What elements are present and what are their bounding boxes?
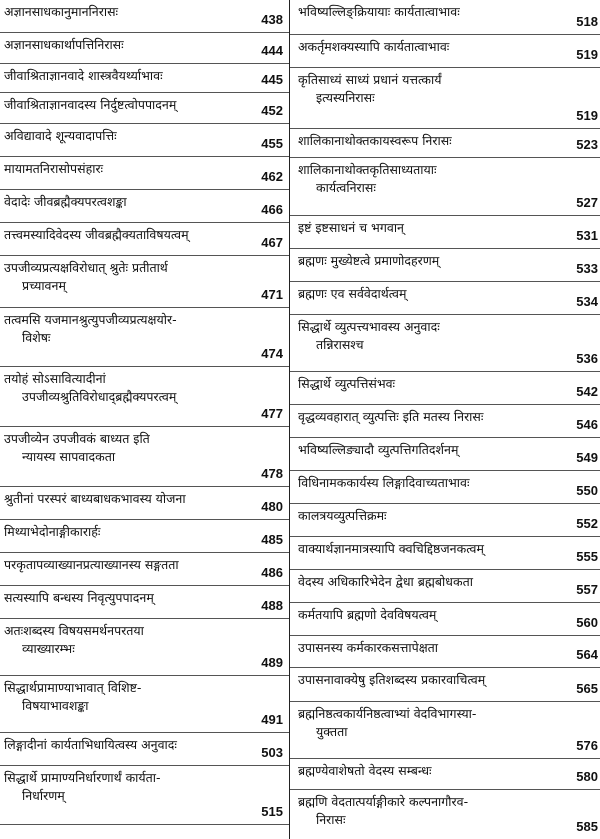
page-number: 471 <box>261 287 283 302</box>
entry-title: ब्रह्मणः मुख्येष्टत्वे प्रमाणोदहरणम् <box>298 253 440 268</box>
toc-entry <box>0 676 289 733</box>
page-number: 491 <box>261 712 283 727</box>
page-number: 489 <box>261 655 283 670</box>
entry-title: सत्यस्यापि बन्धस्य निवृत्युपपादनम् <box>4 590 154 605</box>
page-number: 527 <box>576 195 598 210</box>
page-number: 523 <box>576 137 598 152</box>
entry-title-cont: युक्तता <box>316 724 348 739</box>
page-number: 542 <box>576 384 598 399</box>
entry-title: उपजीव्यप्रत्यक्षविरोधात् श्रुतेः प्रतीतार्थ <box>4 260 168 275</box>
toc-entry <box>290 759 600 790</box>
toc-entry <box>0 766 289 825</box>
entry-title-cont: विषयाभावशङ्का <box>22 698 89 713</box>
page-number: 549 <box>576 450 598 465</box>
page-number: 564 <box>576 647 598 662</box>
entry-title: शालिकानाथोक्तकृतिसाध्यतायाः <box>298 162 437 177</box>
toc-entry <box>290 636 600 668</box>
page-number: 555 <box>576 549 598 564</box>
entry-title-cont: कार्यत्वनिरासः <box>316 180 376 195</box>
entry-title: भविष्यल्लिङ्यादौ व्युत्पत्तिगतिदर्शनम् <box>298 442 459 457</box>
entry-title: अकर्तृमशक्यस्यापि कार्यतात्वाभावः <box>298 39 450 54</box>
toc-entry <box>0 190 289 223</box>
toc-column-right <box>290 0 600 839</box>
entry-title: लिङ्गादीनां कार्यताभिधायित्वस्य अनुवादः <box>4 737 177 752</box>
entry-title: अज्ञानसाधकार्थापत्तिनिरासः <box>4 37 124 52</box>
toc-entry <box>0 367 289 427</box>
toc-entry <box>290 603 600 636</box>
page-number: 485 <box>261 532 283 547</box>
page-number: 546 <box>576 417 598 432</box>
entry-title: वृद्धव्यवहारात् व्युत्पत्तिः इति मतस्य निरासः <box>298 409 484 424</box>
entry-title: अविद्यावादे शून्यवादापत्तिः <box>4 128 117 143</box>
toc-entry <box>0 586 289 619</box>
entry-title: भविष्यल्लिङ्क्रियायाः कार्यतात्वाभावः <box>298 4 460 19</box>
page-number: 519 <box>576 47 598 62</box>
page-number: 478 <box>261 466 283 481</box>
entry-title-cont: निरासः <box>316 812 346 827</box>
entry-title: सिद्धार्थप्रामाण्याभावात् विशिष्ट- <box>4 680 142 695</box>
entry-title: सिद्धार्थे व्युत्पत्तिसंभवः <box>298 376 396 391</box>
toc-entry <box>290 35 600 68</box>
toc-entry <box>0 93 289 124</box>
entry-title-cont: उपजीव्यश्रुतिविरोधाद्ब्रह्मैक्यपरत्वम् <box>22 389 177 404</box>
entry-title: इष्टं इष्टसाधनं च भगवान् <box>298 220 404 235</box>
entry-title-cont: इत्यस्यनिरासः <box>316 90 375 105</box>
toc-entry <box>0 733 289 766</box>
page-number: 560 <box>576 615 598 630</box>
page-number: 486 <box>261 565 283 580</box>
toc-entry <box>290 216 600 249</box>
page-number: 452 <box>261 103 283 118</box>
entry-title-cont: निर्धारणम् <box>22 788 65 803</box>
toc-entry <box>290 68 600 129</box>
page-number: 533 <box>576 261 598 276</box>
page-number: 480 <box>261 499 283 514</box>
toc-entry <box>290 537 600 570</box>
entry-title: उपासनावाक्येषु इतिशब्दस्य प्रकारवाचित्वम् <box>298 672 486 687</box>
entry-title: ब्रह्मणः एव सर्ववेदार्थत्वम् <box>298 286 407 301</box>
toc-entry <box>290 790 600 839</box>
entry-title: जीवाश्रिताज्ञानवादे शास्त्रवैयर्थ्याभावः <box>4 68 163 83</box>
entry-title: अज्ञानसाधकानुमाननिरासः <box>4 4 119 19</box>
entry-title: तयोहं सोऽसावित्यादीनां <box>4 371 106 386</box>
entry-title: सिद्धार्थे प्रामाण्यनिर्धारणार्थं कार्यता- <box>4 770 161 785</box>
toc-entry <box>290 315 600 372</box>
toc-entry <box>290 405 600 438</box>
page-number: 580 <box>576 769 598 784</box>
page-number: 466 <box>261 202 283 217</box>
page-number: 534 <box>576 294 598 309</box>
entry-title: मायामतनिरासोपसंहारः <box>4 161 104 176</box>
toc-entry <box>290 504 600 537</box>
toc-entry <box>290 668 600 702</box>
toc-entry <box>0 619 289 676</box>
entry-title: ब्रह्मनिष्ठत्वकार्यनिष्ठत्वाभ्यां वेदविभागस्या- <box>298 706 477 721</box>
entry-title: जीवाश्रिताज्ञानवादस्य निर्दुष्टत्वोपपादनम् <box>4 97 177 112</box>
page-number: 477 <box>261 406 283 421</box>
entry-title: शालिकानाथोक्तकायस्वरूप निरासः <box>298 133 452 148</box>
toc-entry <box>0 223 289 256</box>
toc-entry <box>0 157 289 190</box>
page-number: 503 <box>261 745 283 760</box>
page-number: 519 <box>576 108 598 123</box>
page-number: 455 <box>261 136 283 151</box>
toc-entry <box>290 438 600 471</box>
entry-title: परकृतापव्याख्यानप्रत्याख्यानस्य सङ्गतता <box>4 557 179 572</box>
entry-title: सिद्धार्थे व्युत्पत्त्यभावस्य अनुवादः <box>298 319 440 334</box>
page-number: 531 <box>576 228 598 243</box>
toc-entry <box>290 471 600 504</box>
entry-title: वाक्यार्थज्ञानमात्रस्यापि क्वचिद्दिष्ठजनकत्वम् <box>298 541 484 556</box>
toc-entry <box>0 553 289 586</box>
toc-entry <box>290 158 600 216</box>
entry-title: तत्वमसि यजमानश्रुत्युपजीव्यप्रत्यक्षयोर- <box>4 312 177 327</box>
entry-title: तत्त्वमस्यादिवेदस्य जीवब्रह्मैक्यताविषयत्वम् <box>4 227 189 242</box>
toc-entry <box>0 256 289 308</box>
toc-entry <box>0 0 289 33</box>
toc-entry <box>0 308 289 367</box>
page-number: 474 <box>261 346 283 361</box>
page-number: 515 <box>261 804 283 819</box>
page-number: 467 <box>261 235 283 250</box>
toc-entry <box>0 64 289 93</box>
entry-title: विधिनामककार्यस्य लिङ्गादिवाच्यताभावः <box>298 475 470 490</box>
page-number: 444 <box>261 43 283 58</box>
entry-title: कालत्रयव्युत्पत्तिक्रमः <box>298 508 387 523</box>
page-number: 518 <box>576 14 598 29</box>
toc-entry <box>0 33 289 64</box>
entry-title: श्रुतीनां परस्परं बाध्यबाधकभावस्य योजना <box>4 491 186 506</box>
page-number: 557 <box>576 582 598 597</box>
entry-title: ब्रह्मणि वेदतात्पर्याङ्गीकारे कल्पनागौरव- <box>298 794 469 809</box>
page-number: 445 <box>261 72 283 87</box>
toc-column-left <box>0 0 289 839</box>
entry-title: कर्मतयापि ब्रह्मणो देवविषयत्वम् <box>298 607 437 622</box>
entry-title-cont: न्यायस्य सापवादकता <box>22 449 116 464</box>
page-number: 552 <box>576 516 598 531</box>
entry-title: उपजीव्येन उपजीवकं बाध्यत इति <box>4 431 150 446</box>
toc-entry <box>0 520 289 553</box>
page-number: 550 <box>576 483 598 498</box>
toc-entry <box>290 570 600 603</box>
entry-title-cont: तन्निरासश्च <box>316 337 364 352</box>
entry-title: वेदस्य अधिकारिभेदेन द्वेधा ब्रह्मबोधकता <box>298 574 473 589</box>
entry-title: मिथ्याभेदोनाङ्गीकारार्हः <box>4 524 101 539</box>
page-number: 438 <box>261 12 283 27</box>
entry-title-cont: प्रच्यावनम् <box>22 278 66 293</box>
page-number: 488 <box>261 598 283 613</box>
toc-entry <box>290 249 600 282</box>
entry-title: अतःशब्दस्य विषयसमर्थनपरतया <box>4 623 144 638</box>
page-number: 565 <box>576 681 598 696</box>
page-number: 576 <box>576 738 598 753</box>
toc-entry <box>0 124 289 157</box>
entry-title: वेदादेः जीवब्रह्मैक्यपरत्वशङ्का <box>4 194 127 209</box>
page-number: 585 <box>576 819 598 834</box>
entry-title-cont: विशेषः <box>22 330 51 345</box>
entry-title: उपासनस्य कर्मकारकसत्तापेक्षता <box>298 640 439 655</box>
entry-title: ब्रह्मण्येवाशेषतो वेदस्य सम्बन्धः <box>298 763 432 778</box>
toc-entry <box>290 129 600 158</box>
toc-entry <box>290 0 600 35</box>
toc-entry <box>0 487 289 520</box>
toc-entry <box>290 702 600 759</box>
page-number: 462 <box>261 169 283 184</box>
page-number: 536 <box>576 351 598 366</box>
toc-entry <box>0 427 289 487</box>
entry-title-cont: व्याख्यारम्भः <box>22 641 75 656</box>
toc-entry <box>290 372 600 405</box>
entry-title: कृतिसाध्यं साध्यं प्रधानं यत्तत्कार्यं <box>298 72 442 87</box>
toc-entry <box>290 282 600 315</box>
